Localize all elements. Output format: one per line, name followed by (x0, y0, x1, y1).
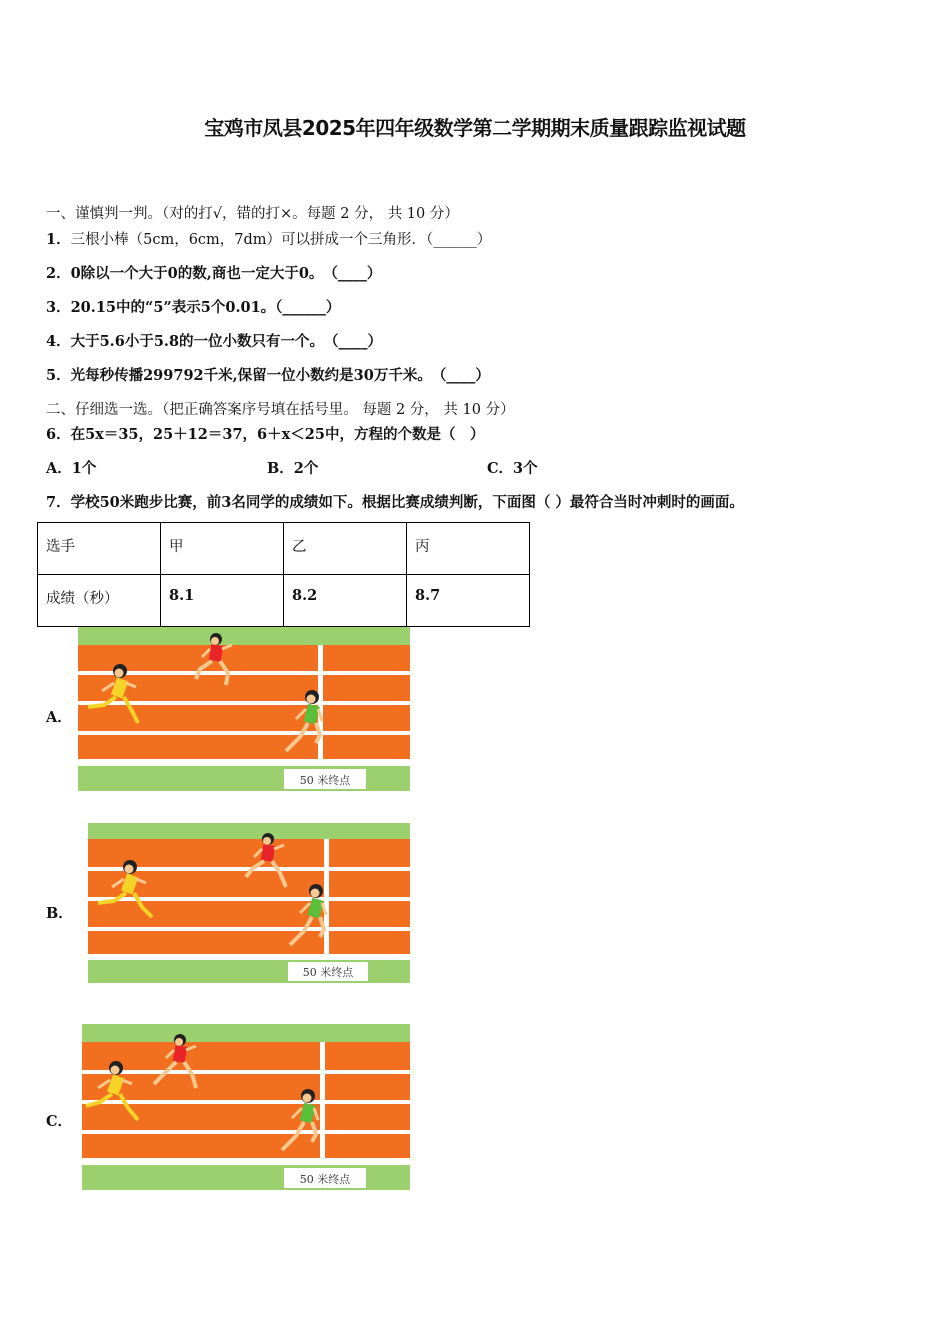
finish-line (324, 839, 329, 957)
table-cell: 甲 (161, 523, 284, 575)
section1-heading: 一、谨慎判一判。（对的打√，错的打×。每题 2 分， 共 10 分） (46, 206, 459, 222)
question-text: 三根小棒（5cm，6cm，7dm）可以拼成一个三角形．（______） (70, 232, 492, 248)
finish-line (318, 645, 323, 763)
option-c[interactable]: C．3个 (487, 460, 538, 477)
lane-line (78, 759, 410, 763)
table-header-row (38, 523, 530, 575)
question-number: 7． (46, 494, 71, 511)
lane-line (82, 1158, 410, 1162)
table-cell: 丙 (407, 523, 530, 575)
option-a[interactable]: A．1个 (46, 460, 97, 477)
option-b[interactable]: B．2个 (267, 460, 319, 477)
table-row (38, 575, 530, 627)
section2-heading: 二、仔细选一选。（把正确答案序号填在括号里。 每题 2 分， 共 10 分） (46, 402, 515, 418)
table-cell: 成绩（秒） (38, 575, 161, 627)
question-number: 1． (46, 231, 71, 248)
track-picture-a[interactable] (78, 627, 410, 791)
finish-label: 50 米终点 (302, 966, 354, 979)
scores-table (37, 522, 530, 627)
question-number: 2． (46, 265, 71, 282)
finish-label: 50 米终点 (299, 1173, 351, 1186)
grass-strip (82, 1024, 410, 1042)
question-5 (46, 364, 490, 385)
question-4 (46, 330, 382, 351)
question-number: 6． (46, 426, 71, 443)
question-1 (46, 228, 491, 249)
question-text: 大于5.6小于5.8的一位小数只有一个。 （____） (70, 333, 383, 350)
lane-line (88, 954, 410, 958)
finish-label: 50 米终点 (299, 774, 351, 787)
question-2 (46, 262, 381, 283)
picture-option-c-label[interactable]: C． (46, 1113, 73, 1130)
question-text: 学校50米跑步比赛，前3名同学的成绩如下。根据比赛成绩判断，下面图（ ）最符合当时冲刺时的画面。 (70, 494, 744, 511)
track-picture-c[interactable] (82, 1024, 410, 1190)
finish-line (320, 1042, 325, 1162)
question-number: 4． (46, 333, 71, 350)
table-cell: 8.1 (161, 575, 284, 627)
question-text: 在5x＝35，25＋12＝37，6＋x＜25中，方程的个数是（ ） (70, 426, 485, 443)
track-picture-b[interactable] (88, 823, 410, 983)
page-title: 宝鸡市凤县2025年四年级数学第二学期期末质量跟踪监视试题 (204, 116, 746, 140)
grass-strip (88, 823, 410, 839)
question-text: 20.15中的“5”表示5个0.01。（______） (70, 299, 341, 316)
lane-line (82, 1130, 410, 1134)
lane-line (78, 671, 410, 675)
question-text: 光每秒传播299792千米,保留一位小数约是30万千米。 （____） (70, 367, 490, 384)
question-number: 5． (46, 367, 71, 384)
picture-option-b-label[interactable]: B． (46, 905, 73, 922)
table-cell: 乙 (284, 523, 407, 575)
lane-line (78, 731, 410, 735)
lane-line (82, 1100, 410, 1104)
table-cell: 选手 (38, 523, 161, 575)
lane-line (88, 927, 410, 931)
lane-line (82, 1070, 410, 1074)
question-number: 3． (46, 299, 71, 316)
table-cell: 8.2 (284, 575, 407, 627)
picture-option-a-label[interactable]: A． (46, 709, 72, 726)
table-cell: 8.7 (407, 575, 530, 627)
grass-strip (78, 627, 410, 645)
question-3 (46, 296, 340, 317)
question-6 (46, 423, 484, 444)
question-text: 0除以一个大于0的数,商也一定大于0。 （____） (70, 265, 382, 282)
question-7 (46, 491, 744, 512)
